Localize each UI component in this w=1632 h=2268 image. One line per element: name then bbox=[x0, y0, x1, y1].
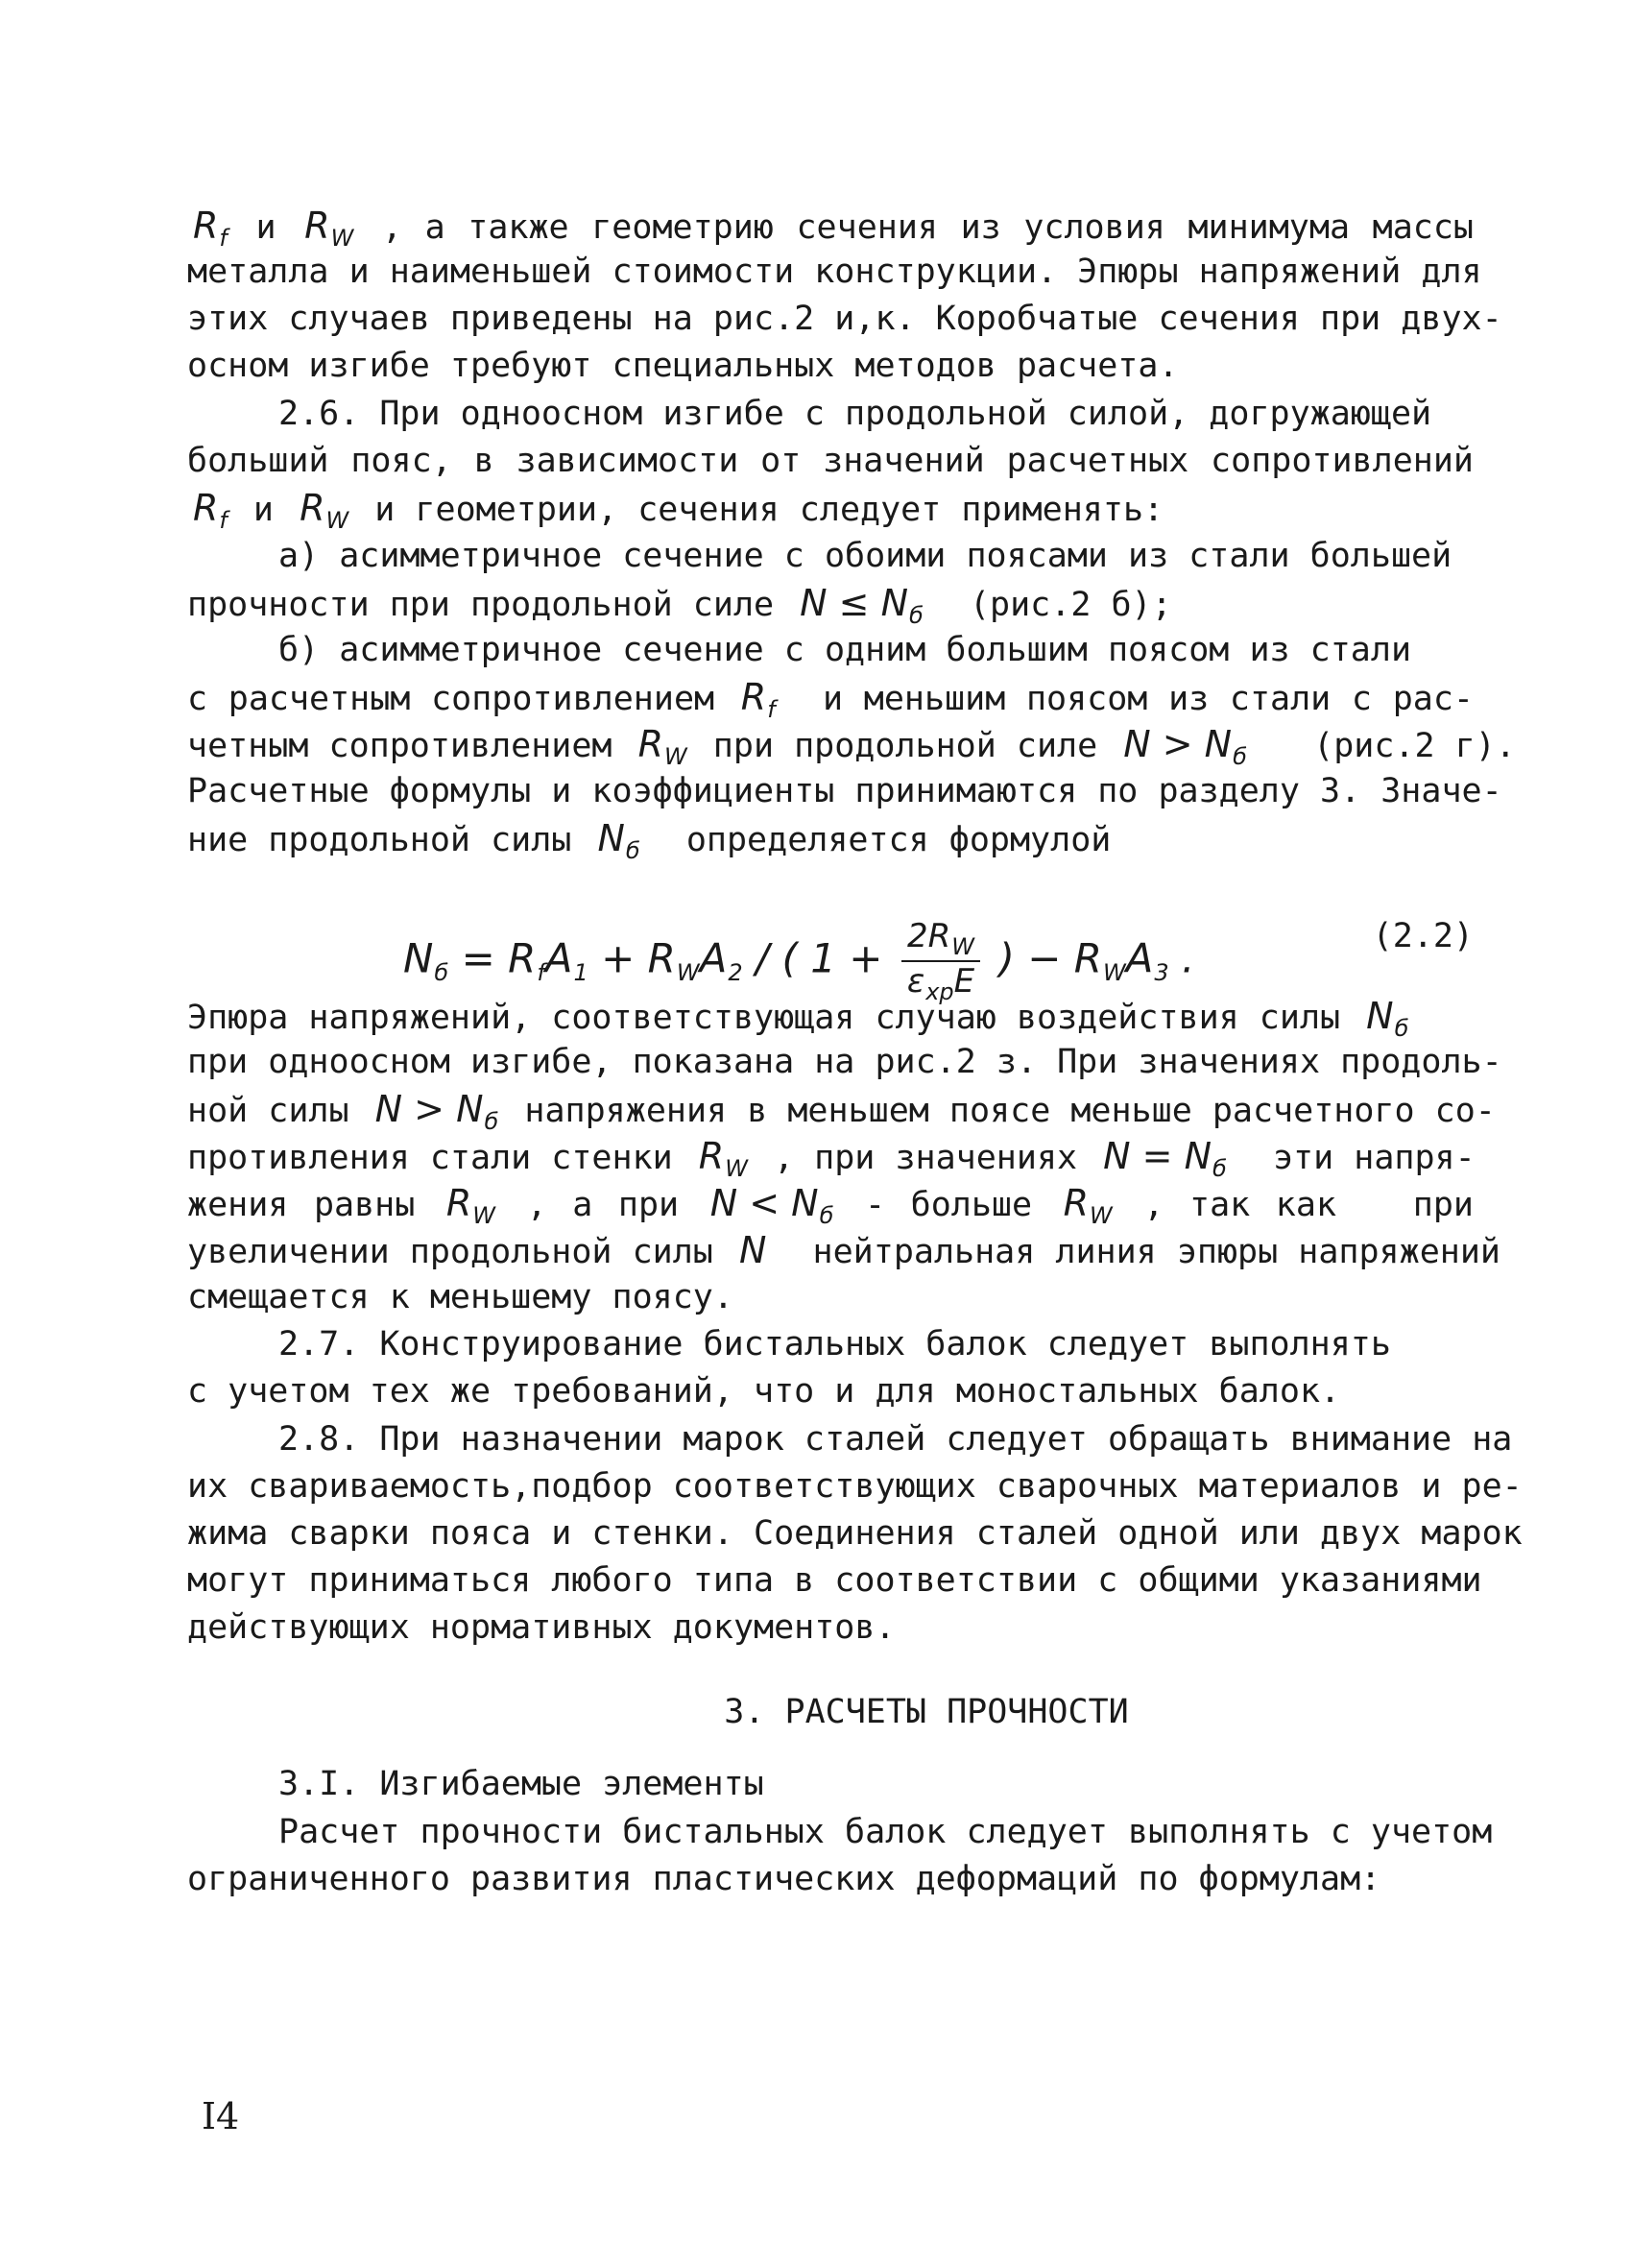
text-line: осном изгибе требуют специальных методов расчета. bbox=[187, 347, 1179, 385]
text-line: металла и наименьшей стоимости конструкции. Эпюры напряжений для bbox=[187, 253, 1482, 291]
text-line: больший пояс, в зависимости от значений расчетных сопротивлений bbox=[187, 442, 1474, 480]
subsection-3-1-title: 3.I. Изгибаемые элементы bbox=[278, 1765, 764, 1803]
section-3-heading: 3. РАСЧЕТЫ ПРОЧНОСТИ bbox=[724, 1693, 1129, 1731]
text-line: увеличении продольной силы N нейтральная линия эпюры напряжений bbox=[187, 1229, 1500, 1271]
section-2-8-title: 2.8. При назначении марок сталей следует обращать внимание на bbox=[278, 1420, 1513, 1459]
text-line: Расчет прочности бистальных балок следует выполнять с учетом bbox=[278, 1813, 1493, 1851]
text-line: могут приниматься любого типа в соответствии с общими указаниями bbox=[187, 1561, 1482, 1600]
text-line: Расчетные формулы и коэффициенты принимаются по разделу 3. Значе- bbox=[187, 772, 1502, 810]
text-line: ограниченного развития пластических деформаций по формулам: bbox=[187, 1860, 1381, 1898]
text-line: смещается к меньшему поясу. bbox=[187, 1278, 733, 1316]
text-line: жения равны $R_W$ , а при $N < N_б$ - больше $R_W$ , так как при bbox=[187, 1182, 1474, 1229]
formula-body: $N_б = R_fA_1 + R_WA_2$ / ( 1 + $\frac{2R_W}{\varepsilon_{xp}E}$ ) − $R_WA_3$ . bbox=[403, 917, 1195, 1005]
text-line: ние продольной силы $N_б$ определяется формулой bbox=[187, 817, 1112, 864]
text-line: при одноосном изгибе, показана на рис.2 з. При значениях продоль- bbox=[187, 1043, 1502, 1081]
page-number: I4 bbox=[202, 2095, 240, 2137]
section-2-7-title: 2.7. Конструирование бистальных балок следует выполнять bbox=[278, 1325, 1391, 1363]
text-line: $R_f$ и $R_W$ и геометрии, сечения следует применять: bbox=[193, 487, 1164, 534]
formula-2-2 bbox=[403, 888, 1474, 1005]
text-line: $R_f$ и $R_W$ , а также геометрию сечения из условия минимума массы bbox=[187, 204, 1474, 260]
list-item-a: а) асимметричное сечение с обоими поясами из стали большей bbox=[278, 537, 1452, 575]
text-line: их свариваемость,подбор соответствующих сварочных материалов и ре- bbox=[187, 1467, 1523, 1506]
formula-fraction: $\frac{2R_W}{\varepsilon_{xp}E}$ bbox=[901, 917, 980, 1005]
text-line: противления стали стенки $R_W$ , при значениях $N = N_б$ эти напря- bbox=[187, 1135, 1476, 1182]
section-2-6-title: 2.6. При одноосном изгибе с продольной силой, догружающей bbox=[278, 395, 1432, 433]
text-line: прочности при продольной силе $N \le N_б$ (рис.2 б); bbox=[187, 582, 1172, 629]
text-line: действующих нормативных документов. bbox=[187, 1608, 896, 1647]
list-item-b: б) асимметричное сечение с одним большим поясом из стали bbox=[278, 631, 1412, 669]
text-line: жима сварки пояса и стенки. Соединения сталей одной или двух марок bbox=[187, 1514, 1523, 1553]
text-line: с учетом тех же требований, что и для моностальных балок. bbox=[187, 1372, 1341, 1411]
text-line: Эпюра напряжений, соответствующая случаю воздействия силы $N_б$ bbox=[187, 995, 1409, 1042]
text-line: четным сопротивлением $R_W$ при продольной силе $N > N_б$ (рис.2 г). bbox=[187, 723, 1516, 770]
text-line: ной силы $N > N_б$ напряжения в меньшем поясе меньше расчетного со- bbox=[187, 1088, 1496, 1135]
symbol-r-f: $R_f$ bbox=[193, 205, 228, 252]
symbol-r-w: $R_W$ bbox=[304, 205, 354, 252]
text-line: этих случаев приведены на рис.2 и,к. Коробчатые сечения при двух- bbox=[187, 300, 1502, 338]
text-line: с расчетным сопротивлением $R_f$ и меньшим поясом из стали с рас- bbox=[187, 676, 1474, 723]
equation-number: (2.2) bbox=[1372, 917, 1474, 955]
